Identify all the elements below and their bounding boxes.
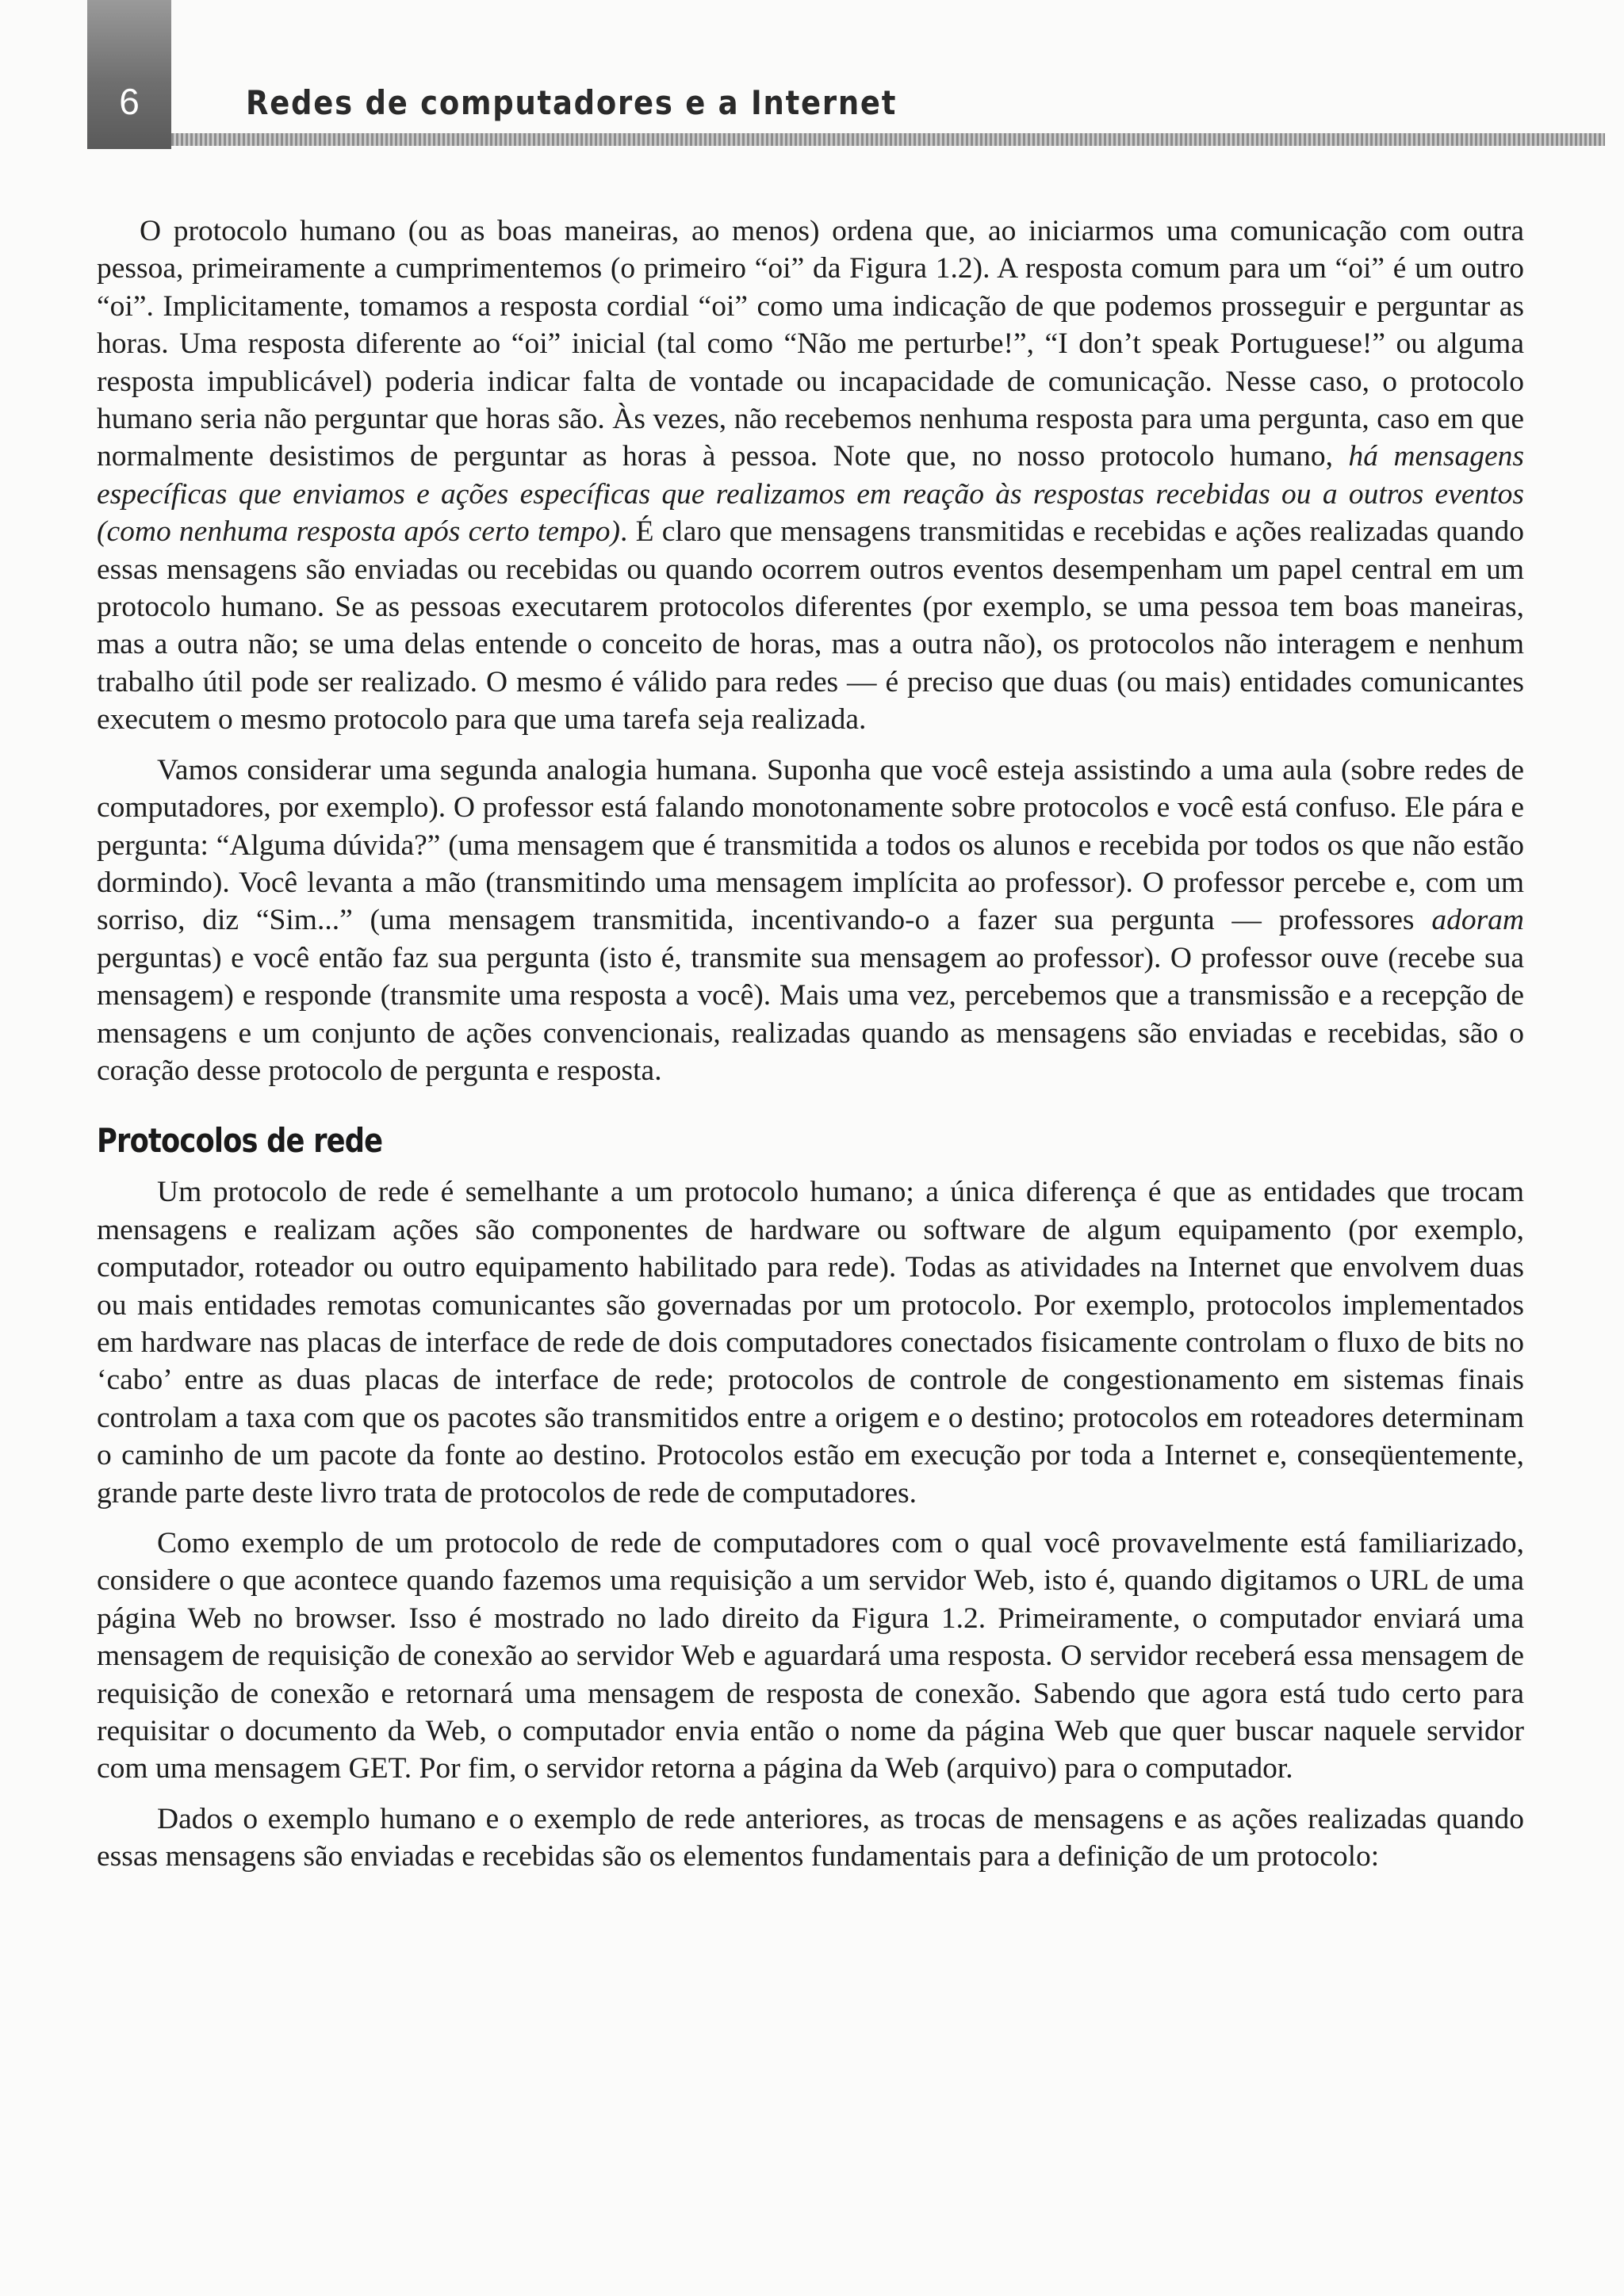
page-number-box bbox=[87, 0, 171, 149]
paragraph-web-example: Como exemplo de um protocolo de rede de computadores com o qual você provavelmente está familiarizado, considere o que acontece quando fazemos uma requisição a um servidor Web, isto é, quando digitamos o URL de uma página Web no browser. Isso é mostrado no lado direito da Figura 1.2. Primeiramente, o computador enviará uma mensagem de requisição de conexão ao servidor Web e aguardará uma resposta. O servidor receberá essa mensagem de requisição de conexão e retornará uma mensagem de resposta de conexão. Sabendo que agora está tudo certo para requisitar o documento da Web, o computador envia então o nome da página Web que quer buscar naquele servidor com uma mensagem GET. Por fim, o servidor retorna a página da Web (arquivo) para o computador. bbox=[97, 1527, 1524, 1785]
paragraph-emphasis: há mensagens específicas que enviamos e ações específicas que realizamos em reação às respostas recebidas ou a outros eventos (como nenhuma resposta após certo tempo) bbox=[97, 440, 1524, 549]
paragraph-text: Vamos considerar uma segunda analogia humana. Suponha que você esteja assistindo a uma aula (sobre redes de computadores, por exemplo). O professor está falando monotonamente sobre protocolos e você está confuso. Ele pára e pergunta: “Alguma dúvida?” (uma mensagem que é transmitida a todos os alunos e recebida por todos os que não estão dormindo). Você levanta a mão (transmitindo uma mensagem implícita ao professor). O professor percebe e, com um sorriso, diz “Sim...” (uma mensagem transmitida, incentivando-o a fazer sua pergunta — professores bbox=[97, 753, 1524, 937]
page-header bbox=[87, 0, 1624, 151]
paragraph-text: perguntas) e você então faz sua pergunta (isto é, transmite sua mensagem ao professor). O professor ouve (recebe sua mensagem) e responde (transmite uma resposta a você). Mais uma vez, percebemos que a transmissão e a recepção de mensagens e um conjunto de ações convencionais, realizadas quando as mensagens são enviadas e recebidas, são o coração desse protocolo de pergunta e resposta. bbox=[97, 941, 1524, 1087]
running-title: Redes de computadores e a Internet bbox=[246, 83, 898, 122]
paragraph-protocol-definition: Dados o exemplo humano e o exemplo de rede anteriores, as trocas de mensagens e as ações realizadas quando essas mensagens são enviadas e recebidas são os elementos fundamentais para a definição de um protocolo: bbox=[97, 1802, 1524, 1873]
paragraph-text: O protocolo humano (ou as boas maneiras, ao menos) ordena que, ao iniciarmos uma comunicação com outra pessoa, primeiramente a cumprimentemos (o primeiro “oi” da Figura 1.2). A resposta comum para um “oi” é um outro “oi”. Implicitamente, tomamos a resposta cordial “oi” como uma indicação de que podemos prosseguir e perguntar as horas. Uma resposta diferente ao “oi” inicial (tal como “Não me perturbe!”, “I don’t speak Portuguese!” ou alguma resposta impublicável) poderia indicar falta de vontade ou incapacidade de comunicação. Nesse caso, o protocolo humano seria não perguntar que horas são. Às vezes, não recebemos nenhuma resposta para uma pergunta, caso em que normalmente desistimos de perguntar as horas à pessoa. Note que, no nosso protocolo humano, bbox=[97, 215, 1524, 473]
paragraph-classroom-analogy bbox=[97, 752, 1524, 1090]
paragraph-network-protocol: Um protocolo de rede é semelhante a um protocolo humano; a única diferença é que as entidades que trocam mensagens e realizam ações são componentes de hardware ou software de algum equipamento (por exemplo, computador, roteador ou outro equipamento habilitado para rede). Todas as atividades na Internet que envolvem duas ou mais entidades remotas comunicantes são governadas por um protocolo. Por exemplo, protocolos implementados em hardware nas placas de interface de rede de dois computadores conectados fisicamente controlam o fluxo de bits no ‘cabo’ entre as duas placas de interface de rede; protocolos de controle de congestionamento em sistemas finais controlam a taxa com que os pacotes são transmitidos entre a origem e o destino; protocolos em roteadores determinam o caminho de um pacote da fonte ao destino. Protocolos estão em execução por toda a Internet e, conseqüentemente, grande parte deste livro trata de protocolos de rede de computadores. bbox=[97, 1176, 1524, 1510]
paragraph-emphasis: adoram bbox=[1431, 904, 1524, 937]
page-number: 6 bbox=[119, 81, 140, 122]
section-heading: Protocolos de rede bbox=[97, 1121, 383, 1161]
paragraph-text: . É claro que mensagens transmitidas e recebidas e ações realizadas quando essas mensagens são enviadas ou recebidas ou quando ocorrem outros eventos desempenham um papel central em um protocolo humano. Se as pessoas executarem protocolos diferentes (por exemplo, se uma pessoa tem boas maneiras, mas a outra não; se uma delas entende o conceito de horas, mas a outra não), os protocolos não interagem e nenhum trabalho útil pode ser realizado. O mesmo é válido para redes — é preciso que duas (ou mais) entidades comunicantes executem o mesmo protocolo para que uma tarefa seja realizada. bbox=[97, 515, 1524, 737]
page-body bbox=[97, 212, 1524, 1876]
header-rule bbox=[171, 133, 1605, 146]
paragraph-human-protocol bbox=[97, 212, 1524, 739]
